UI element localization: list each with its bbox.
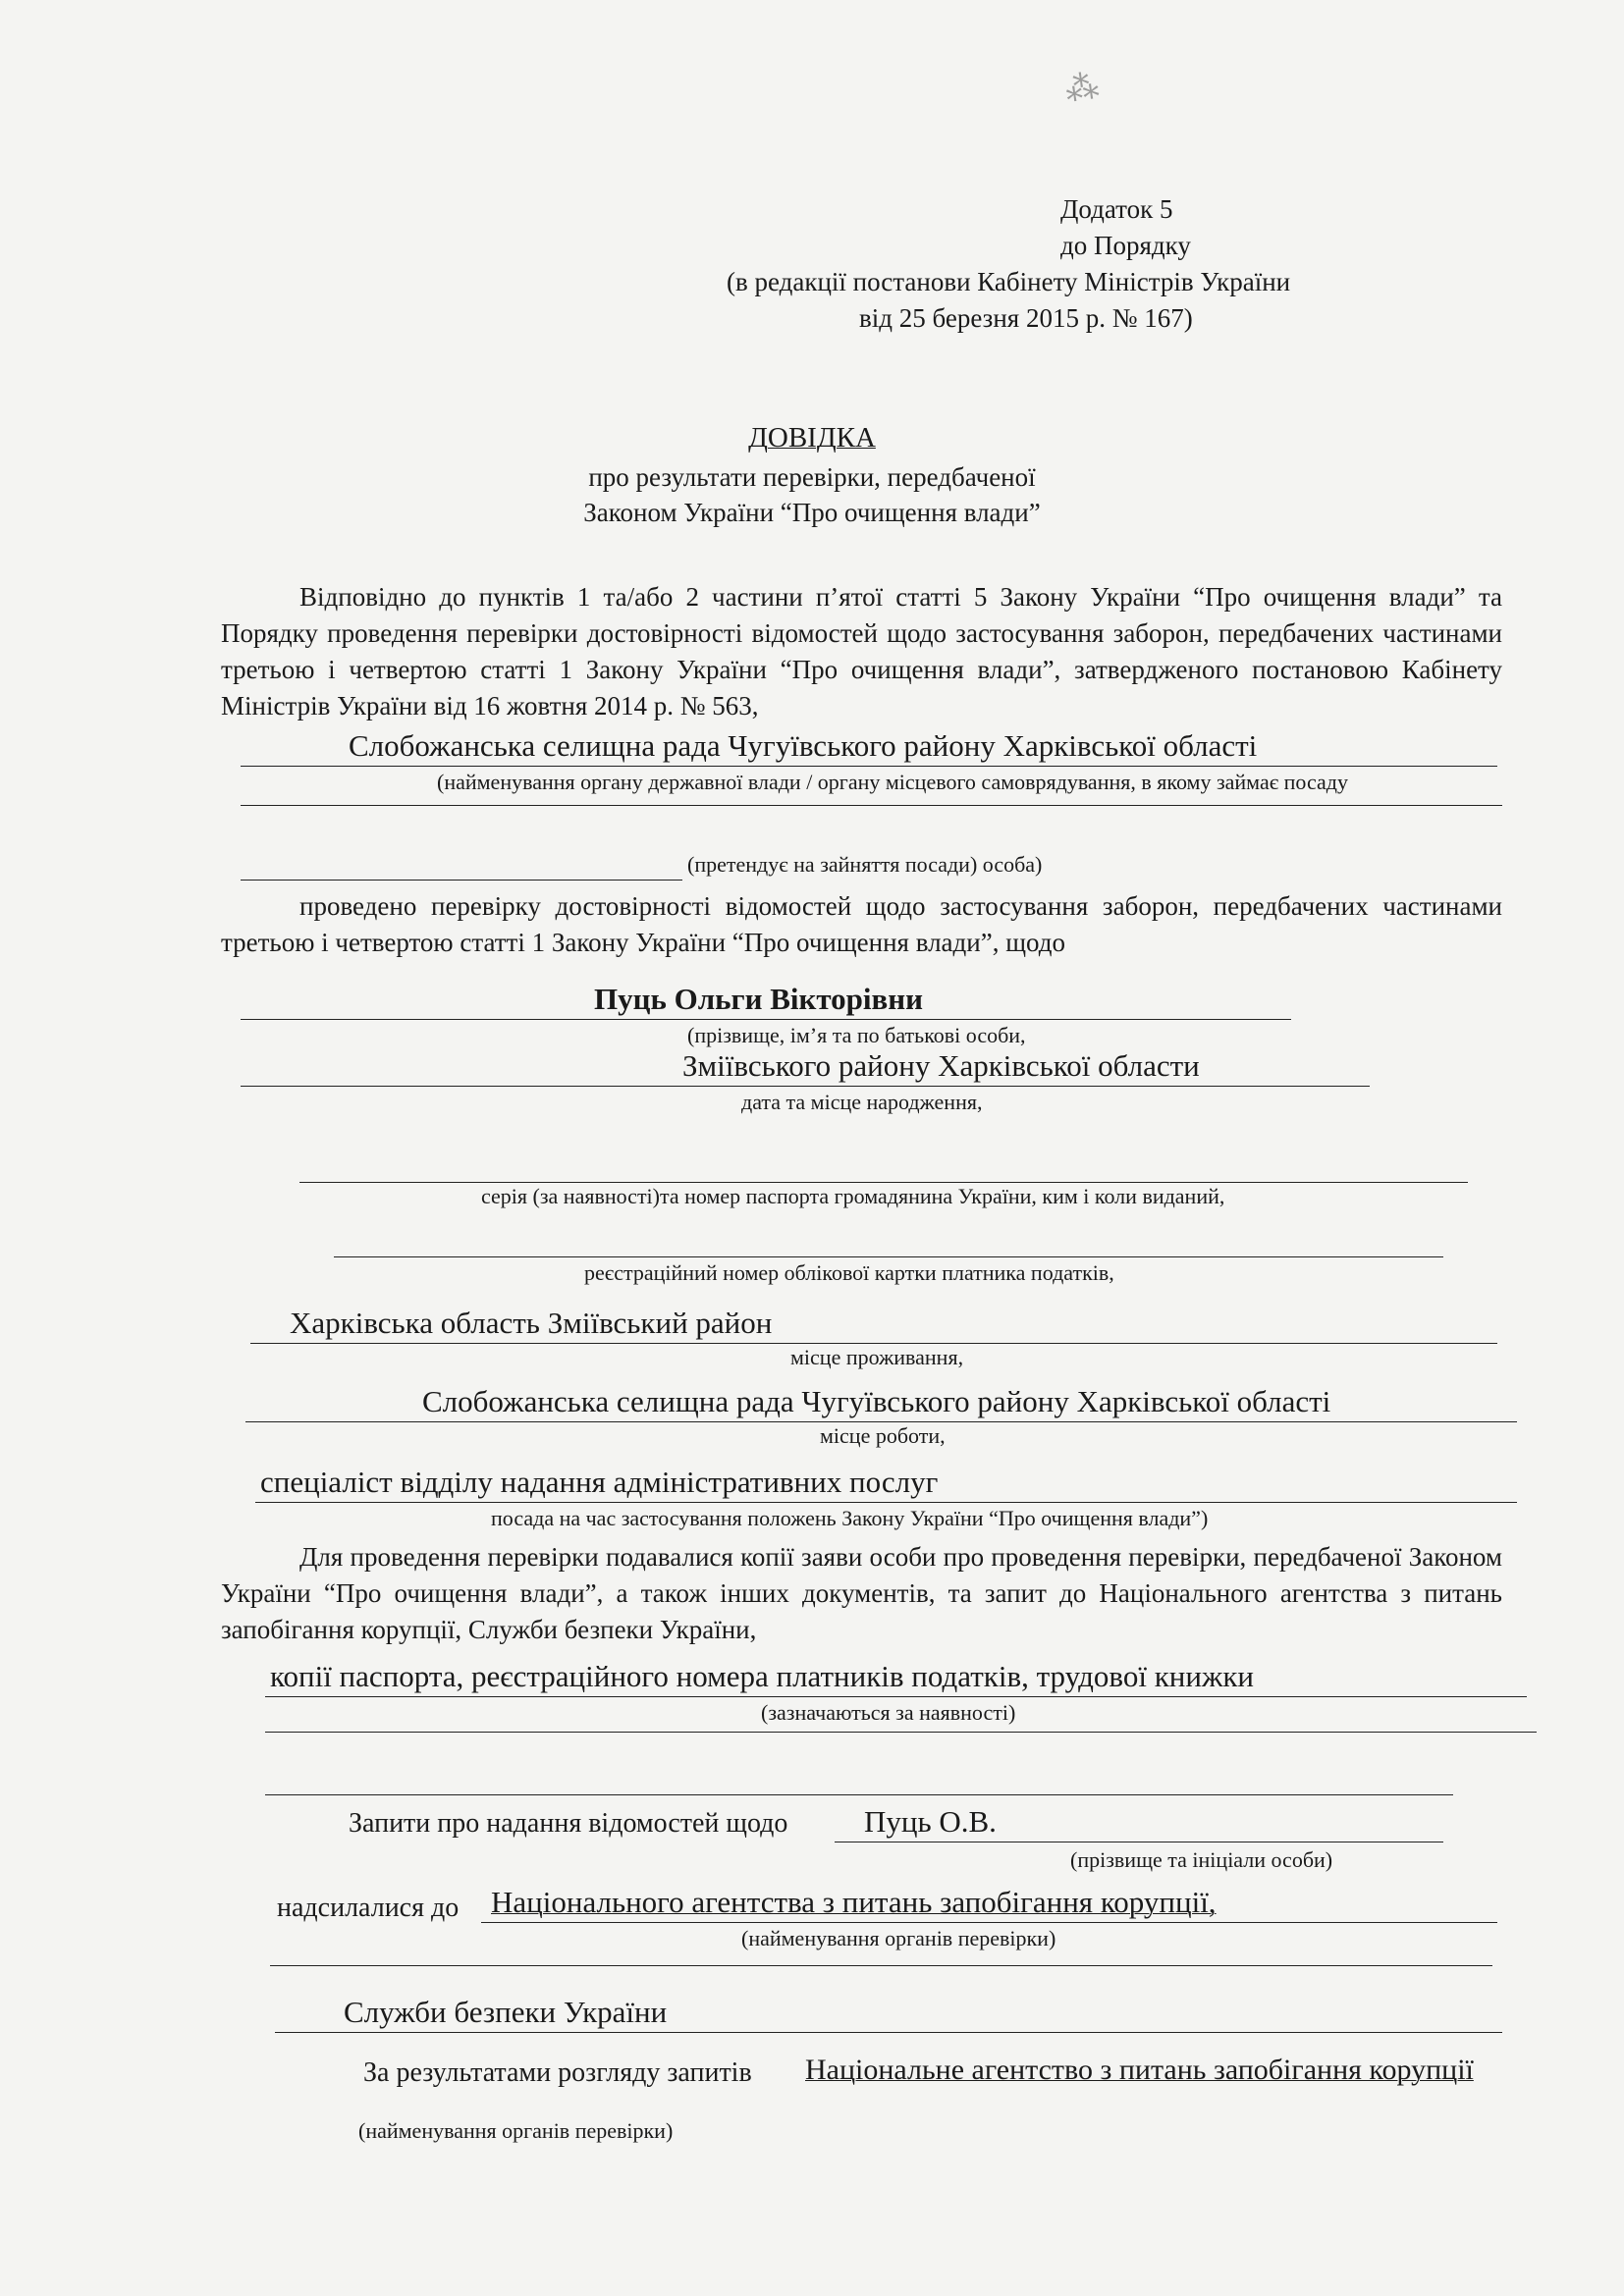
work-field xyxy=(245,1384,1517,1422)
corner-mark: ⁂ xyxy=(1062,68,1102,110)
appendix-line-3: (в редакції постанови Кабінету Міністрів України xyxy=(727,267,1291,296)
position-field xyxy=(255,1465,1517,1503)
result-label: За результатами розгляду запитів xyxy=(363,2057,752,2088)
position-caption: посада на час застосування положень Закону України “Про очищення влади”) xyxy=(491,1506,1209,1530)
work-caption: місце роботи, xyxy=(820,1423,946,1448)
organ-line-2 xyxy=(241,805,1502,806)
person-name: Пуць Ольги Вікторівни xyxy=(594,982,923,1016)
name-caption: (прізвище, ім’я та по батькові особи, xyxy=(687,1023,1026,1047)
intro-text: Відповідно до пунктів 1 та/або 2 частини п’ятої статті 5 Закону України “Про очищення влади” та Порядку проведення перевірки достовірності відомостей щодо застосування заборон, передбачених частинами третьою і четвертою статті 1 Закону України “Про очищення влади”, затвердженого постановою Кабінету Міністрів України від 16 жовтня 2014 р. № 563, xyxy=(221,582,1502,721)
docs-line-2 xyxy=(265,1732,1537,1733)
document-subtitle xyxy=(0,459,1624,530)
work-value: Слобожанська селищна рада Чугуївського району Харківської області xyxy=(422,1384,1331,1418)
sent-label: надсилалися до xyxy=(277,1893,460,1923)
sent-field-2 xyxy=(275,1995,687,2033)
subtitle-line-2: Законом України “Про очищення влади” xyxy=(583,498,1041,527)
passport-field xyxy=(299,1145,1468,1183)
tax-caption: реєстраційний номер облікової картки платника податків, xyxy=(584,1260,1114,1285)
result-value: Національне агентство з питань запобігання корупції xyxy=(805,2054,1474,2086)
docs-paragraph xyxy=(221,1539,1502,1648)
subtitle-line-1: про результати перевірки, передбаченої xyxy=(588,462,1036,492)
organ-caption-2: (претендує на зайняття посади) особа) xyxy=(687,852,1043,877)
sent-field xyxy=(481,1885,1497,1923)
intro-paragraph xyxy=(221,579,1502,724)
check-paragraph xyxy=(221,888,1502,961)
name-field xyxy=(241,982,1291,1020)
docs-line-3 xyxy=(265,1794,1453,1795)
residence-caption: місце проживання, xyxy=(790,1345,964,1369)
residence-field xyxy=(250,1306,1497,1344)
sent-line-3 xyxy=(687,2032,1502,2033)
organ-field xyxy=(241,728,1497,767)
birth-value: Зміївського району Харківської области xyxy=(682,1048,1200,1083)
sent-line-2 xyxy=(270,1965,1492,1966)
position-value: спеціаліст відділу надання адміністративних послуг xyxy=(260,1465,939,1499)
sent-value-2: Служби безпеки України xyxy=(344,1995,668,2029)
appendix-line-4: від 25 березня 2015 р. № 167) xyxy=(859,303,1193,333)
requests-caption: (прізвище та ініціали особи) xyxy=(1070,1847,1333,1872)
organ-caption: (найменування органу державної влади / органу місцевого самоврядування, в якому займає посаду xyxy=(437,770,1348,794)
requests-value: Пуць О.В. xyxy=(864,1804,997,1839)
organ-value: Слобожанська селищна рада Чугуївського району Харківської області xyxy=(349,728,1258,763)
docs-value: копії паспорта, реєстраційного номера платників податків, трудової книжки xyxy=(270,1659,1255,1693)
result-caption: (найменування органів перевірки) xyxy=(358,2118,674,2143)
birth-caption: дата та місце народження, xyxy=(741,1090,983,1114)
birth-field xyxy=(241,1048,1370,1087)
residence-value: Харківська область Зміївський район xyxy=(290,1306,773,1340)
docs-text: Для проведення перевірки подавалися копії заяви особи про проведення перевірки, передбаченої Законом України “Про очищення влади”, а також інших документів, та запит до Національного агентства з питань запобігання корупції, Служби безпеки України, xyxy=(221,1542,1502,1644)
docs-field xyxy=(265,1659,1527,1697)
requests-field xyxy=(835,1804,1443,1842)
appendix-header xyxy=(727,191,1290,337)
sent-caption: (найменування органів перевірки) xyxy=(741,1926,1056,1950)
appendix-line-2: до Порядку xyxy=(1060,231,1191,260)
organ-line-3 xyxy=(241,880,682,881)
passport-caption: серія (за наявності)та номер паспорта громадянина України, ким і коли виданий, xyxy=(481,1184,1225,1208)
appendix-line-1: Додаток 5 xyxy=(1060,194,1173,224)
requests-label: Запити про надання відомостей щодо xyxy=(349,1808,788,1839)
check-text: проведено перевірку достовірності відомостей щодо застосування заборон, передбачених частинами третьою і четвертою статті 1 Закону України “Про очищення влади”, щодо xyxy=(221,891,1502,957)
tax-field xyxy=(334,1219,1443,1257)
sent-value: Національного агентства з питань запобігання корупції, xyxy=(491,1885,1217,1919)
document-title: ДОВІДКА xyxy=(748,422,876,454)
docs-caption: (зазначаються за наявності) xyxy=(761,1700,1016,1725)
